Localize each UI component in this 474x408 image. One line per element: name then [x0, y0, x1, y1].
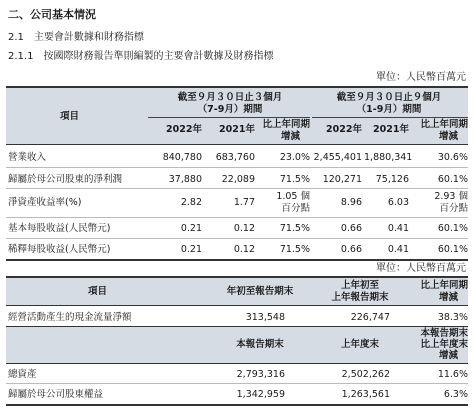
unit-label-2: 單位：人民幣百萬元	[376, 263, 466, 274]
cell: 0.66	[340, 223, 362, 234]
cell: 0.66	[340, 244, 362, 255]
cell: 0.41	[387, 244, 409, 255]
row-label: 歸屬於母公司股東的淨利潤	[8, 174, 123, 185]
table1-col-2021-9m: 2021年	[373, 124, 409, 135]
cell: 0.21	[180, 223, 202, 234]
table2-col-change-line1: 比上年同期	[420, 280, 468, 291]
cell: 75,126	[375, 174, 409, 185]
table2-header-rule	[6, 305, 468, 306]
cell: 1.77	[233, 197, 255, 208]
cell: 6.3%	[443, 389, 468, 400]
row-label: 營業收入	[8, 152, 47, 163]
cell: 8.96	[340, 197, 362, 208]
cell: 6.03	[387, 197, 409, 208]
table2-col-ytd: 年初至報告期末	[226, 286, 294, 297]
subsection-heading-2-1-1: 2.1.1 按國際財務報告準則編製的主要會計數據及財務指標	[8, 51, 274, 62]
cell: 226,747	[350, 312, 390, 323]
cell: 1,263,561	[341, 389, 390, 400]
table2-bottom-rule	[6, 404, 468, 406]
table2-col-change2-line2: 比上年度末	[420, 339, 468, 350]
cell: 120,271	[322, 174, 362, 185]
cell: 71.5%	[279, 174, 310, 185]
cell: 683,760	[215, 152, 255, 163]
table1-header-rule	[6, 144, 468, 145]
cell: 0.12	[233, 223, 255, 234]
row-divider	[6, 188, 468, 189]
cell: 60.1%	[437, 223, 468, 234]
row-label: 基本每股收益(人民幣元)	[8, 223, 111, 234]
cell: 11.6%	[437, 369, 468, 380]
table2-col-prior-ytd-line1: 上年初至	[340, 280, 379, 291]
table1-col-change-3m-line1: 比上年同期	[262, 119, 310, 130]
unit-label: 單位：人民幣百萬元	[376, 72, 466, 83]
cell: 百分點	[281, 203, 310, 214]
table1-group-9m-line2: （1-9月）期間	[356, 104, 422, 115]
cell: 23.0%	[279, 152, 310, 163]
table2-col-change-line2: 增減	[438, 292, 458, 303]
cell: 37,880	[168, 174, 202, 185]
cell: 71.5%	[279, 223, 310, 234]
cell: 60.1%	[437, 244, 468, 255]
table1-col-2022-3m: 2022年	[166, 124, 202, 135]
cell: 840,780	[162, 152, 202, 163]
cell: 60.1%	[437, 174, 468, 185]
table1-col-2021-3m: 2021年	[219, 124, 255, 135]
table1-group-underline-3m	[148, 117, 310, 118]
cell: 38.3%	[437, 312, 468, 323]
row-divider	[6, 238, 468, 239]
table2-col-item: 項目	[88, 286, 108, 297]
table2-col-period-end: 本報告期末	[236, 339, 284, 350]
cell: 2,455,401	[313, 152, 362, 163]
cell: 2.82	[180, 197, 202, 208]
table1-group-3m-line2: （7-9月）期間	[197, 104, 263, 115]
cell: 71.5%	[279, 244, 310, 255]
row-divider	[6, 383, 468, 384]
cell: 22,089	[221, 174, 255, 185]
table1-bottom-rule	[6, 259, 468, 261]
cell: 0.21	[180, 244, 202, 255]
row-label: 稀釋每股收益(人民幣元)	[8, 244, 111, 255]
table1-col-change-9m-line2: 增減	[438, 131, 458, 142]
row-label: 歸屬於母公司股東權益	[8, 389, 104, 400]
row-divider	[6, 217, 468, 218]
cell: 0.12	[233, 244, 255, 255]
table1-group-underline-9m	[312, 117, 468, 118]
table1-col-2022-9m: 2022年	[326, 124, 362, 135]
table2-col-change2-line1: 本報告期末	[420, 328, 468, 339]
cell: 1,880,341	[364, 152, 413, 163]
row-label: 總資產	[8, 369, 37, 380]
table2-col-prior-year-end: 上年度末	[340, 339, 379, 350]
table1-group-9m-line1: 截至９月３０日止９個月	[336, 92, 442, 103]
row-divider	[6, 167, 468, 168]
section-title: 二、公司基本情況	[8, 8, 96, 21]
subsection-heading-2-1: 2.1 主要會計數據和財務指標	[8, 32, 144, 43]
table2-sub-header-bottom-rule	[6, 363, 468, 364]
cell: 2.93 個	[434, 191, 468, 202]
cell: 1.05 個	[276, 191, 310, 202]
table1-col-change-3m-line2: 增減	[280, 131, 300, 142]
table2-col-prior-ytd-line2: 上年報告期末	[331, 292, 389, 303]
cell: 1,342,959	[236, 389, 285, 400]
cell: 0.41	[387, 223, 409, 234]
cell: 2,502,262	[341, 369, 390, 380]
cell: 30.6%	[437, 152, 468, 163]
table1-col-change-9m-line1: 比上年同期	[420, 119, 468, 130]
row-label: 經營活動產生的現金流量淨額	[8, 312, 132, 323]
table2-col-change2-line3: 增減	[438, 350, 458, 361]
row-label: 淨資產收益率(%)	[8, 197, 82, 208]
cell: 313,548	[245, 312, 285, 323]
cell: 2,793,316	[236, 369, 285, 380]
table1-group-3m-line1: 截至９月３０日止３個月	[177, 92, 283, 103]
table1-col-item: 項目	[60, 111, 80, 122]
cell: 百分點	[439, 203, 468, 214]
